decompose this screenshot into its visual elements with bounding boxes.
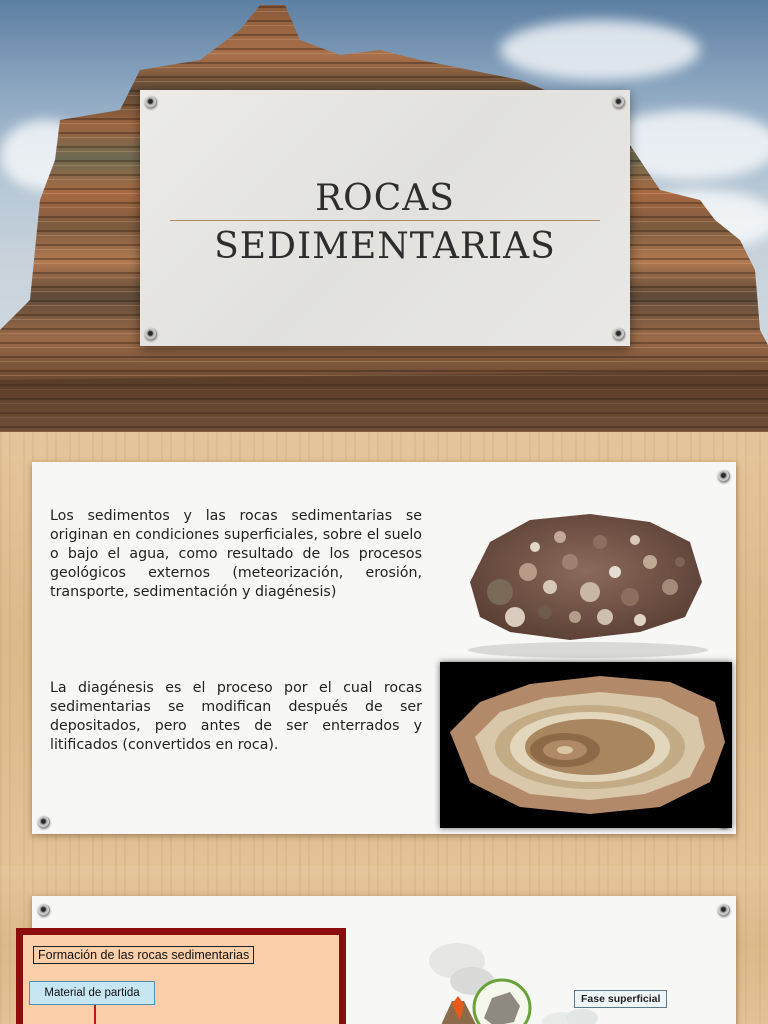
conglomerate-rock-image xyxy=(440,492,730,660)
arrow-down-icon xyxy=(94,1005,96,1024)
pin-icon xyxy=(145,328,157,340)
title-slide xyxy=(0,0,768,432)
material-box: Material de partida xyxy=(29,981,155,1005)
pin-icon xyxy=(38,816,50,828)
formation-slide xyxy=(0,866,768,1024)
pin-icon xyxy=(38,904,50,916)
title-card xyxy=(140,90,630,346)
pin-icon xyxy=(613,96,625,108)
paragraph-diagenesis: La diagénesis es el proceso por el cual rocas sedimentarias se modifican después de ser depositados, pero antes de ser enterrados y litificados (convertidos en roca). xyxy=(50,680,422,754)
phase-label: Fase superficial xyxy=(574,990,667,1008)
content-slide xyxy=(0,432,768,866)
formation-card xyxy=(32,896,736,1024)
slide-title-line1: ROCAS xyxy=(315,178,455,219)
formation-diagram xyxy=(16,928,346,1024)
pin-icon xyxy=(613,328,625,340)
pin-icon xyxy=(145,96,157,108)
content-card xyxy=(32,462,736,834)
diagram-title: Formación de las rocas sedimentarias xyxy=(33,946,254,964)
slide-title-line2: SEDIMENTARIAS xyxy=(214,226,556,267)
title-divider xyxy=(170,220,600,221)
banded-agate-rock-image xyxy=(440,662,732,828)
pin-icon xyxy=(718,904,730,916)
pin-icon xyxy=(718,470,730,482)
geological-cycle-illustration xyxy=(402,926,732,1024)
paragraph-sediments: Los sedimentos y las rocas sedimentarias se originan en condiciones superficiales, sobre el suelo o bajo el agua, como resultado de los procesos geológicos externos (meteorización, erosión, transporte, sedimentación y diagénesis) xyxy=(50,508,422,601)
